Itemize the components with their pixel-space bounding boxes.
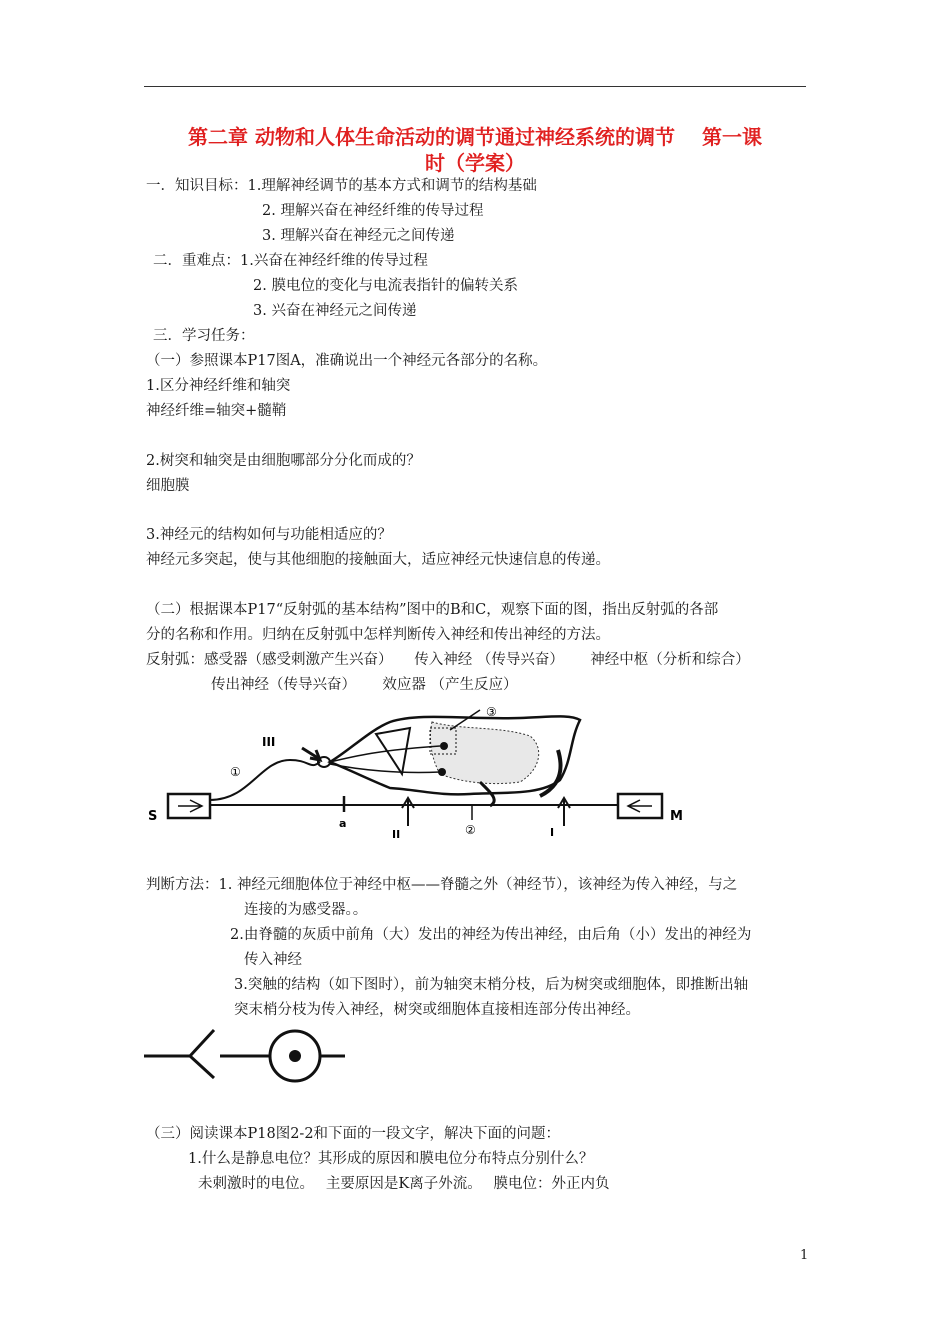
part1-question-2: 2.树突和轴突是由细胞哪部分分化而成的？ [146,453,421,469]
label-2: ② [465,823,476,837]
objectives-line-2: 2. 理解兴奋在神经纤维的传导过程 [262,203,484,219]
objectives-line-3: 3. 理解兴奋在神经元之间传递 [262,228,455,244]
part3-heading: （三）阅读课本P18图2-2和下面的一段文字，解决下面的问题： [146,1126,561,1142]
keypoints-line-2: 2. 膜电位的变化与电流表指针的偏转关系 [253,278,518,294]
page-title [140,124,810,176]
reflex-arc-diagram [140,700,700,840]
method-1-line-2: 连接的为感受器。。 [244,902,368,918]
label-1: ① [230,765,241,779]
label-m: M [670,809,683,824]
part1-answer-1: 神经纤维=轴突+髓鞘 [146,403,287,419]
page-number: 1 [800,1248,809,1263]
nucleus [289,1050,301,1062]
tasks-heading: 三．学习任务： [153,328,255,344]
keypoints-line-1: 二．重难点：1.兴奋在神经纤维的传导过程 [153,253,428,269]
label-ii: II [392,828,401,840]
synapse-diagram [140,1024,350,1084]
keypoints-line-3: 3. 兴奋在神经元之间传递 [253,303,417,319]
part1-question-1: 1.区分神经纤维和轴突 [146,378,291,394]
reflex-arc-line-1: 反射弧：感受器（感受刺激产生兴奋） 传入神经 （传导兴奋） 神经中枢（分析和综合） [146,652,750,668]
method-2-line-1: 2.由脊髓的灰质中前角（大）发出的神经为传出神经，由后角（小）发出的神经为 [230,927,752,943]
part3-question-1: 1.什么是静息电位？其形成的原因和膜电位分布特点分别什么？ [188,1151,594,1167]
part3-answer-1: 未刺激时的电位。 主要原因是K离子外流。 膜电位：外正内负 [198,1176,610,1192]
method-2-line-2: 传入神经 [244,952,302,968]
afferent-nerve-line [210,760,320,800]
method-3-line-1: 3.突触的结构（如下图时），前为轴突末梢分枝，后为树突或细胞体，即推断出轴 [234,977,749,993]
part1-answer-3: 神经元多突起，使与其他细胞的接触面大，适应神经元快速信息的传递。 [146,552,610,568]
axon-branch-upper [190,1030,214,1056]
axon-branch-lower [190,1056,214,1078]
part1-heading: （一）参照课本P17图A，准确说出一个神经元各部分的名称。 [146,353,548,369]
method-3-line-2: 突末梢分枝为传入神经，树突或细胞体直接相连部分传出神经。 [234,1002,640,1018]
gray-matter [430,722,538,784]
objectives-line-1: 一．知识目标：1.理解神经调节的基本方式和调节的结构基础 [146,178,537,194]
header-rule [144,86,806,87]
label-iii: III [262,735,276,749]
title-line-1: 第二章 动物和人体生命活动的调节通过神经系统的调节 第一课 [188,125,762,149]
label-3: ③ [486,705,497,719]
label-s: S [148,809,158,824]
part2-heading-line-2: 分的名称和作用。归纳在反射弧中怎样判断传入神经和传出神经的方法。 [146,627,610,643]
part2-heading-line-1: （二）根据课本P17“反射弧的基本结构”图中的B和C，观察下面的图，指出反射弧的各部 [146,602,719,618]
method-1-line-1: 判断方法：1. 神经元细胞体位于神经中枢——脊髓之外（神经节），该神经为传入神经，与之 [146,877,738,893]
part1-answer-2: 细胞膜 [146,478,190,494]
title-line-2: 时（学案） [425,151,525,175]
label-i: I [550,826,555,839]
part1-question-3: 3.神经元的结构如何与功能相适应的？ [146,527,392,543]
label-a: a [339,817,347,830]
reflex-arc-line-2: 传出神经（传导兴奋） 效应器 （产生反应） [211,677,518,693]
